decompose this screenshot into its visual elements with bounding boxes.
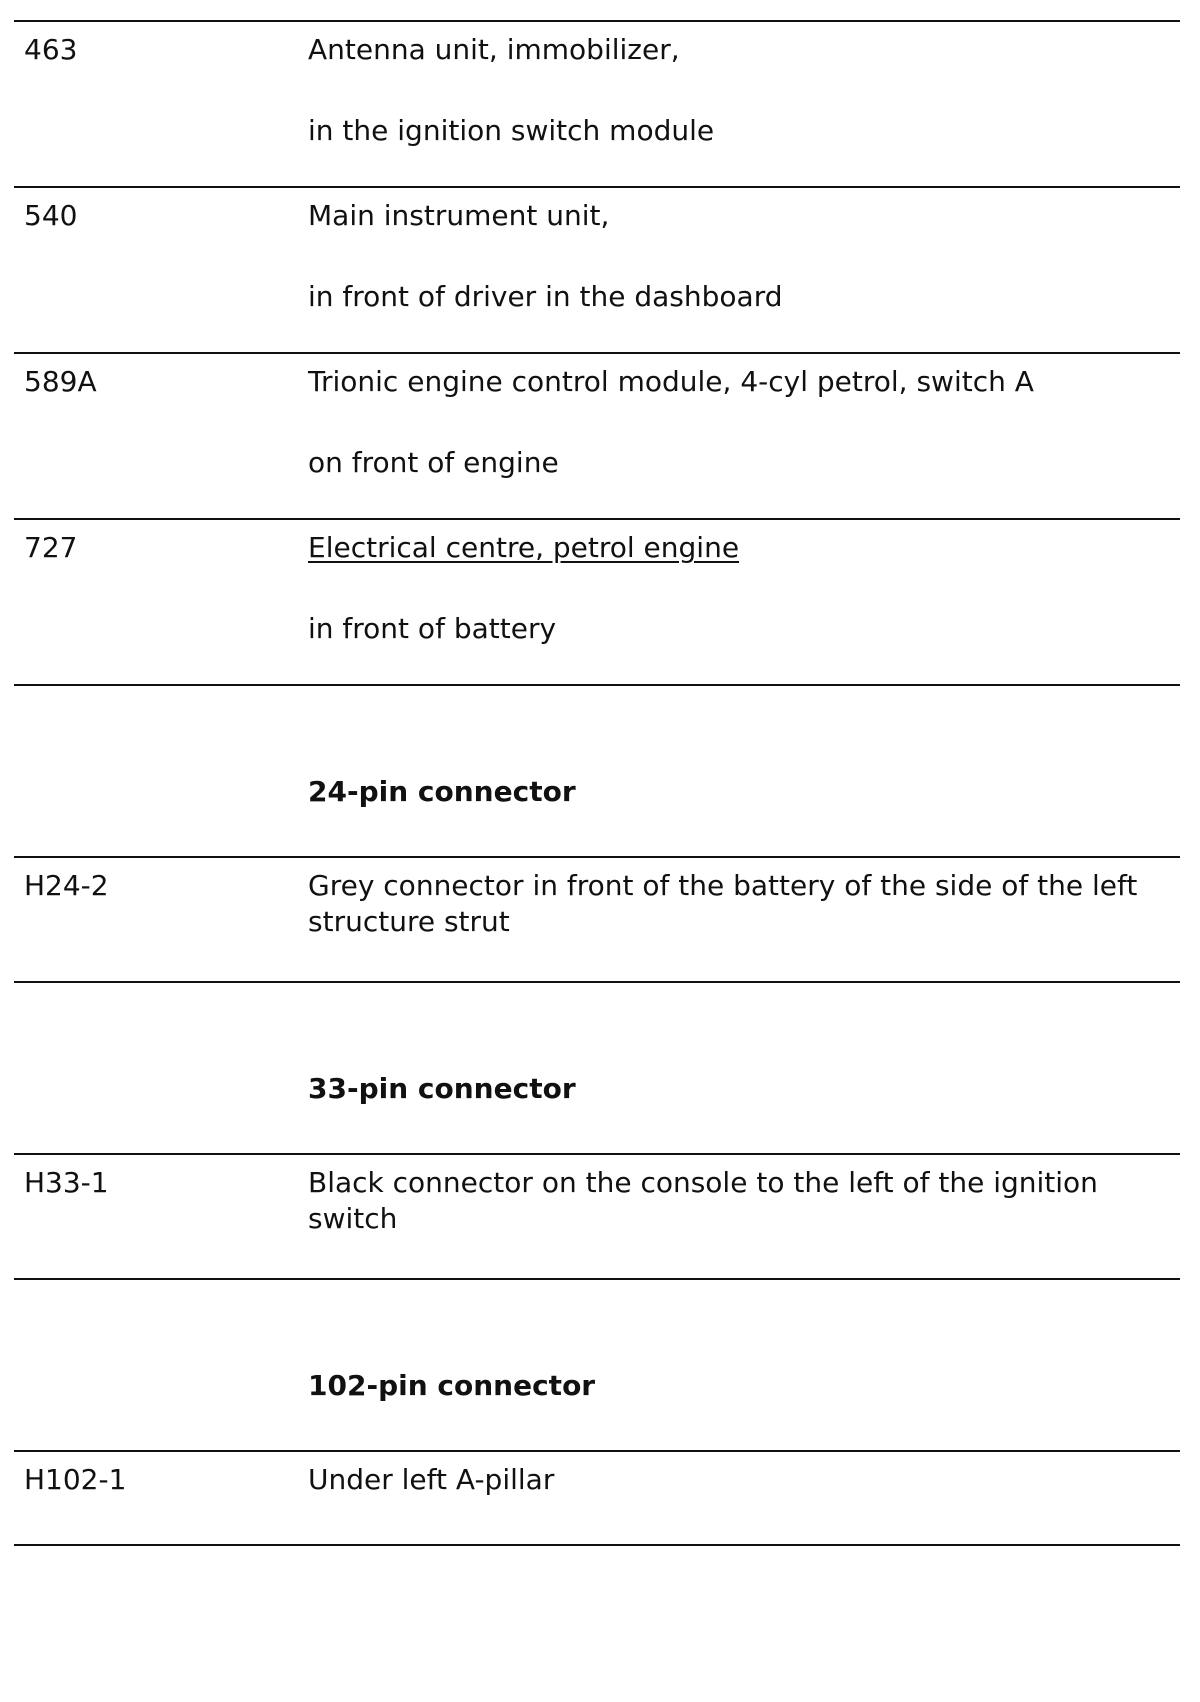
component-description: [308, 198, 1168, 315]
section-header: [14, 686, 1180, 856]
section-header: [14, 983, 1180, 1153]
table-row: [14, 1452, 1180, 1544]
table-row: [14, 520, 1180, 684]
connector-code: H102-1: [24, 1463, 127, 1496]
section-title: 102-pin connector: [308, 1369, 596, 1402]
component-name: Trionic engine control module, 4-cyl petrol, switch A: [308, 365, 1034, 398]
connector-description: Grey connector in front of the battery of the side of the left structure strut: [308, 869, 1138, 938]
document-table: [14, 20, 1180, 1546]
rule-bottom: [14, 1544, 1180, 1546]
connector-code: H24-2: [24, 869, 109, 902]
table-row: [14, 354, 1180, 518]
table-row: [14, 1155, 1180, 1278]
component-code: 589A: [24, 365, 97, 398]
section-title: 24-pin connector: [308, 775, 576, 808]
connector-description: Black connector on the console to the left of the ignition switch: [308, 1166, 1098, 1235]
component-location: in front of battery: [308, 612, 557, 645]
component-description: [308, 530, 1168, 647]
connector-code: H33-1: [24, 1166, 109, 1199]
component-name-link[interactable]: Electrical centre, petrol engine: [308, 531, 740, 564]
component-location: in front of driver in the dashboard: [308, 280, 783, 313]
component-code: 727: [24, 531, 78, 564]
table-row: [14, 858, 1180, 981]
table-row: [14, 188, 1180, 352]
table-row: [14, 22, 1180, 186]
component-description: [308, 364, 1168, 481]
component-name: Antenna unit, immobilizer,: [308, 33, 680, 66]
component-location: in the ignition switch module: [308, 114, 715, 147]
section-title: 33-pin connector: [308, 1072, 576, 1105]
connector-description: Under left A-pillar: [308, 1463, 555, 1496]
section-header: [14, 1280, 1180, 1450]
component-code: 540: [24, 199, 78, 232]
component-location: on front of engine: [308, 446, 559, 479]
component-code: 463: [24, 33, 78, 66]
component-description: [308, 32, 1168, 149]
component-name: Main instrument unit,: [308, 199, 610, 232]
